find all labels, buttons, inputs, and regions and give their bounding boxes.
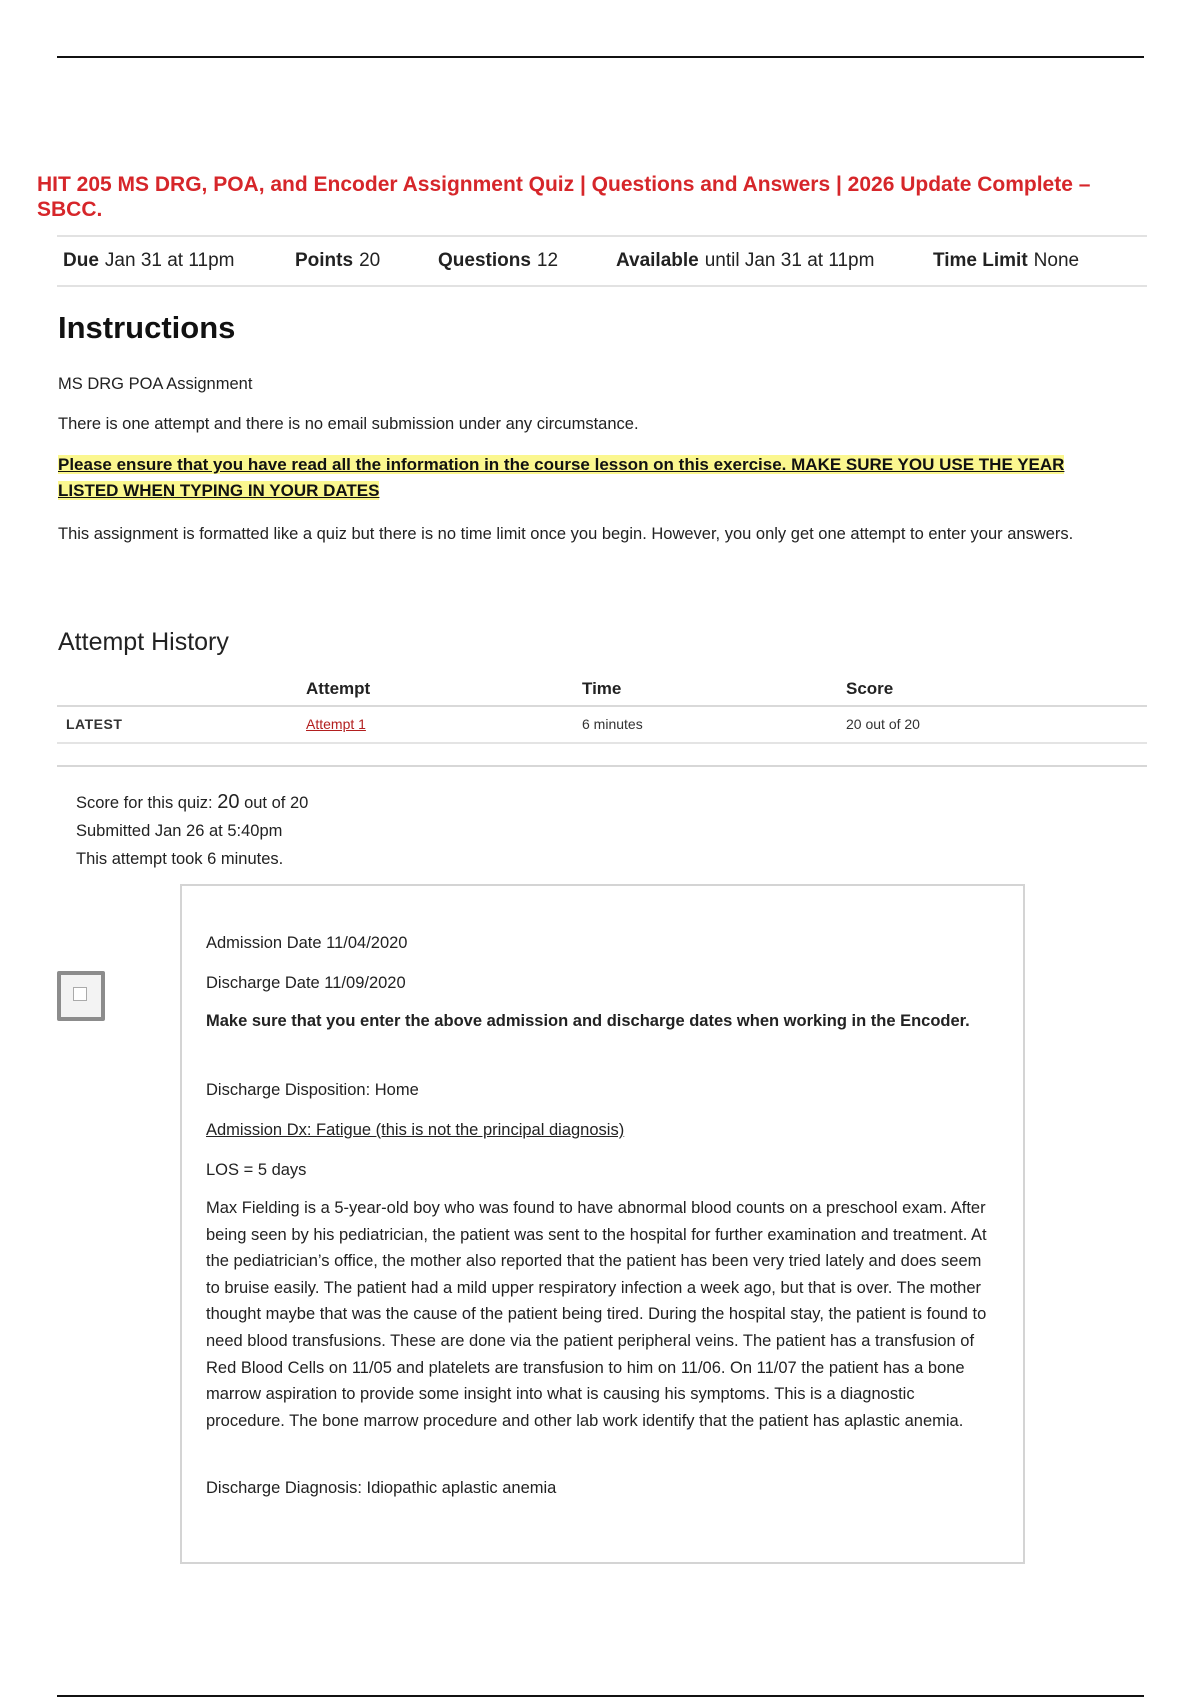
col-score: Score <box>846 679 894 698</box>
attempt-history-header <box>57 672 1147 707</box>
table-row <box>57 707 1147 744</box>
meta-points <box>295 250 380 272</box>
quiz-meta-bar <box>57 235 1147 287</box>
admission-dx: Admission Dx: Fatigue (this is not the principal diagnosis) <box>206 1121 625 1139</box>
attempt-history-table <box>57 672 1147 744</box>
meta-questions <box>438 250 558 272</box>
score-line <box>76 788 308 817</box>
meta-points-label: Points <box>295 250 354 271</box>
duration-line: This attempt took 6 minutes. <box>76 850 284 868</box>
meta-time-limit-value: None <box>1033 250 1080 271</box>
instructions-line-3: This assignment is formatted like a quiz but there is no time limit once you begin. However, you only get one attempt to enter your answers. <box>58 525 1074 543</box>
question-flag-icon[interactable] <box>57 971 105 1021</box>
meta-questions-label: Questions <box>438 250 531 271</box>
meta-time-limit-label: Time Limit <box>933 250 1028 271</box>
instructions-warning-text: Please ensure that you have read all the information in the course lesson on this exercise. MAKE SURE YOU USE THE YEAR LISTED WHEN TYPING IN YOUR DATES <box>58 455 1065 500</box>
score-label: Score for this quiz: <box>76 794 213 812</box>
instructions-line-2: There is one attempt and there is no email submission under any circumstance. <box>58 415 639 433</box>
dates-note: Make sure that you enter the above admission and discharge dates when working in the Encoder. <box>206 1012 970 1030</box>
meta-due-label: Due <box>63 250 99 271</box>
col-time: Time <box>582 679 622 698</box>
meta-available-label: Available <box>616 250 699 271</box>
discharge-diagnosis: Discharge Diagnosis: Idiopathic aplastic anemia <box>206 1479 557 1497</box>
attempt-time: 6 minutes <box>582 716 643 732</box>
meta-available-value: until Jan 31 at 11pm <box>704 250 875 271</box>
bottom-rule <box>57 1695 1144 1697</box>
latest-tag: LATEST <box>66 716 123 732</box>
meta-due-value: Jan 31 at 11pm <box>104 250 235 271</box>
document-title: HIT 205 MS DRG, POA, and Encoder Assignment Quiz | Questions and Answers | 2026 Update Complete – SBCC. <box>37 173 1091 221</box>
meta-time-limit <box>933 250 1079 272</box>
admission-date: Admission Date 11/04/2020 <box>206 934 408 952</box>
attempt-1-link[interactable]: Attempt 1 <box>306 716 366 732</box>
instructions-heading: Instructions <box>58 310 236 345</box>
section-divider <box>57 765 1147 767</box>
meta-questions-value: 12 <box>536 250 559 271</box>
discharge-disposition: Discharge Disposition: Home <box>206 1081 419 1099</box>
score-value: 20 <box>217 791 240 813</box>
score-suffix: out of 20 <box>244 794 309 812</box>
attempt-history-heading: Attempt History <box>58 628 229 656</box>
score-summary <box>76 788 308 873</box>
instructions-warning <box>58 452 1118 504</box>
meta-due <box>63 250 234 272</box>
submitted-line: Submitted Jan 26 at 5:40pm <box>76 822 283 840</box>
instructions-line-1: MS DRG POA Assignment <box>58 375 253 393</box>
top-rule <box>57 56 1144 58</box>
question-box <box>180 884 1025 1564</box>
length-of-stay: LOS = 5 days <box>206 1161 307 1179</box>
meta-available <box>616 250 874 272</box>
col-attempt: Attempt <box>306 679 371 698</box>
case-narrative: Max Fielding is a 5-year-old boy who was found to have abnormal blood counts on a preschool exam. After being seen by his pediatrician, the patient was sent to the hospital for further examination and treatment. At the pediatrician’s office, the mother also reported that the patient has been very tried lately and does seem to bruise easily. The patient had a mild upper respiratory infection a week ago, but that is over. The mother thought maybe that was the cause of the patient being tired. During the hospital stay, the patient is found to need blood transfusions. These are done via the patient peripheral veins. The patient has a transfusion of Red Blood Cells on 11/05 and platelets are transfusion to him on 11/06. On 11/07 the patient has a bone marrow aspiration to provide some insight into what is causing his symptoms. This is a diagnostic procedure. The bone marrow procedure and other lab work identify that the patient has aplastic anemia. <box>206 1199 987 1430</box>
meta-points-value: 20 <box>359 250 381 271</box>
discharge-date: Discharge Date 11/09/2020 <box>206 974 406 992</box>
attempt-score: 20 out of 20 <box>846 716 920 732</box>
